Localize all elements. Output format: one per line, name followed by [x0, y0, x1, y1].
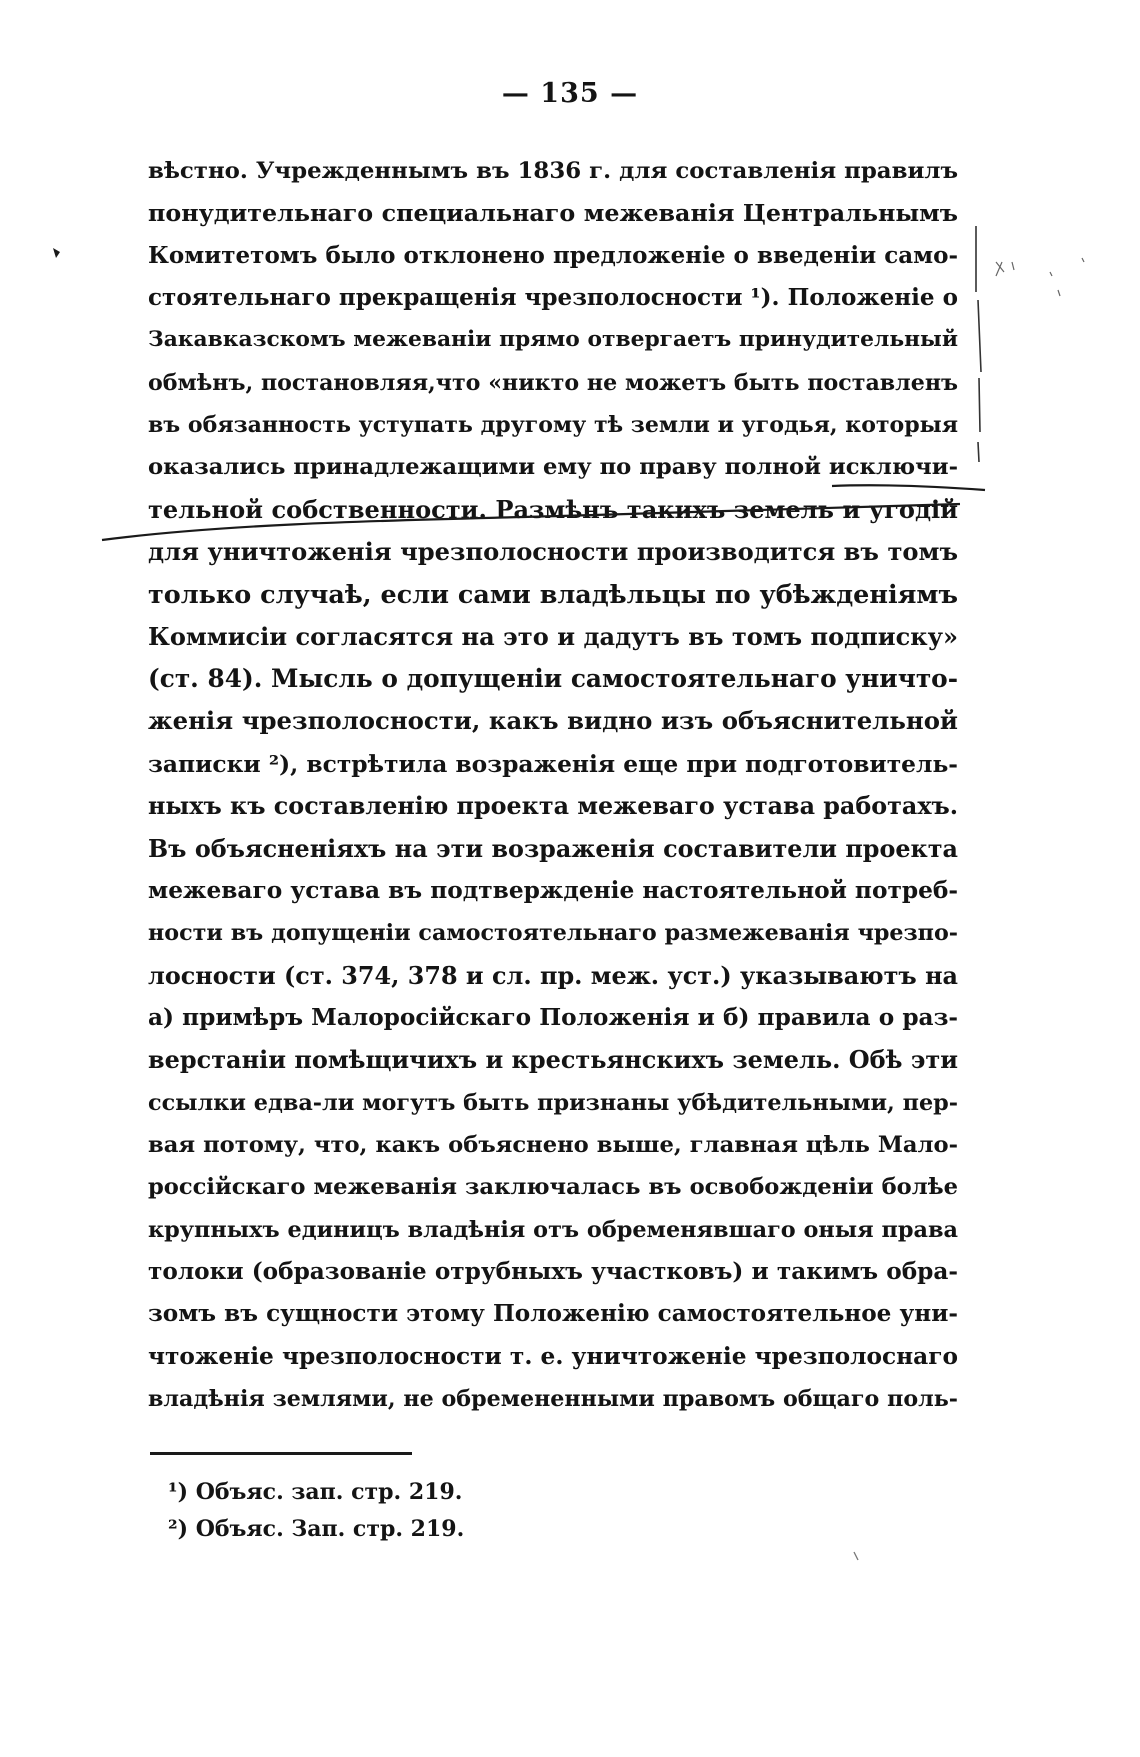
- text-line: а) примѣръ Малоросійскаго Положенія и б) правила о раз-: [148, 1003, 958, 1031]
- text-line: лосности (ст. 374, 378 и сл. пр. меж. уст.) указываютъ на: [148, 961, 958, 990]
- text-line: Закавказскомъ межеваніи прямо отвергаетъ принудительный: [148, 327, 958, 353]
- footnotes: [168, 1474, 464, 1548]
- page-number: — 135 —: [501, 78, 639, 109]
- text-line: вая потому, что, какъ объяснено выше, главная цѣль Мало-: [148, 1131, 958, 1158]
- text-line: межеваго устава въ подтвержденіе настоятельной потреб-: [148, 876, 959, 904]
- text-line: вѣстно. Учрежденнымъ въ 1836 г. для составленія правилъ: [148, 158, 958, 184]
- footnote: ²) Объяс. Зап. стр. 219.: [168, 1516, 465, 1542]
- margin-scribble-mark: [996, 258, 1084, 296]
- text-line: крупныхъ единицъ владѣнія отъ обременявшаго оныя права: [148, 1216, 958, 1243]
- text-line: Комитетомъ было отклонено предложеніе о введеніи само-: [148, 241, 958, 269]
- text-line: тельной собственности. Размѣнъ такихъ земель и угодій: [148, 494, 958, 524]
- text-line: (ст. 84). Мысль о допущеніи самостоятельнаго уничто-: [148, 664, 958, 694]
- pencil-tick-mark: [854, 1552, 858, 1560]
- text-line: понудительнаго специальнаго межеванія Центральнымъ: [148, 199, 958, 228]
- text-line: обмѣнъ, постановляя,что «никто не можетъ быть поставленъ: [148, 369, 958, 396]
- text-line: чтоженіе чрезполосности т. е. уничтоженіе чрезполоснаго: [148, 1342, 958, 1370]
- text-line: женія чрезполосности, какъ видно изъ объяснительной: [148, 706, 958, 736]
- margin-dot-mark: [53, 248, 60, 258]
- text-line: ныхъ къ составленію проекта межеваго устава работахъ.: [148, 792, 959, 821]
- text-line: россійскаго межеванія заключалась въ освобожденіи болѣе: [148, 1174, 958, 1201]
- text-line: ности въ допущеніи самостоятельнаго размежеванія чрезпо-: [148, 920, 958, 947]
- text-line: верстаніи помѣщичихъ и крестьянскихъ земель. Обѣ эти: [148, 1046, 959, 1075]
- margin-bracket-mark: [976, 226, 981, 462]
- footnote: ¹) Объяс. зап. стр. 219.: [168, 1479, 463, 1505]
- text-line: оказались принадлежащими ему по праву полной исключи-: [148, 454, 958, 481]
- footnote-divider: [150, 1452, 412, 1455]
- text-line: для уничтоженія чрезполосности производится въ томъ: [148, 537, 958, 567]
- text-line: только случаѣ, если сами владѣльцы по убѣжденіямъ: [148, 579, 958, 610]
- text-line: зомъ въ сущности этому Положенію самостоятельное уни-: [148, 1300, 958, 1328]
- text-line: Въ объясненіяхъ на эти возраженія составители проекта: [148, 834, 958, 863]
- text-line: стоятельнаго прекращенія чрезполосности ¹). Положеніе о: [148, 284, 958, 312]
- text-line: въ обязанность уступать другому тѣ земли и угодья, которыя: [148, 412, 958, 439]
- text-line: толоки (образованіе отрубныхъ участковъ) и такимъ обра-: [148, 1257, 958, 1285]
- text-line: записки ²), встрѣтила возраженія еще при подготовитель-: [148, 749, 958, 778]
- main-text: [148, 150, 958, 1420]
- text-line: владѣнія землями, не обремененными правомъ общаго поль-: [148, 1385, 958, 1412]
- text-line: ссылки едва-ли могутъ быть признаны убѣдительными, пер-: [148, 1089, 958, 1116]
- text-line: Коммисіи согласятся на это и дадутъ въ томъ подписку»: [148, 621, 958, 651]
